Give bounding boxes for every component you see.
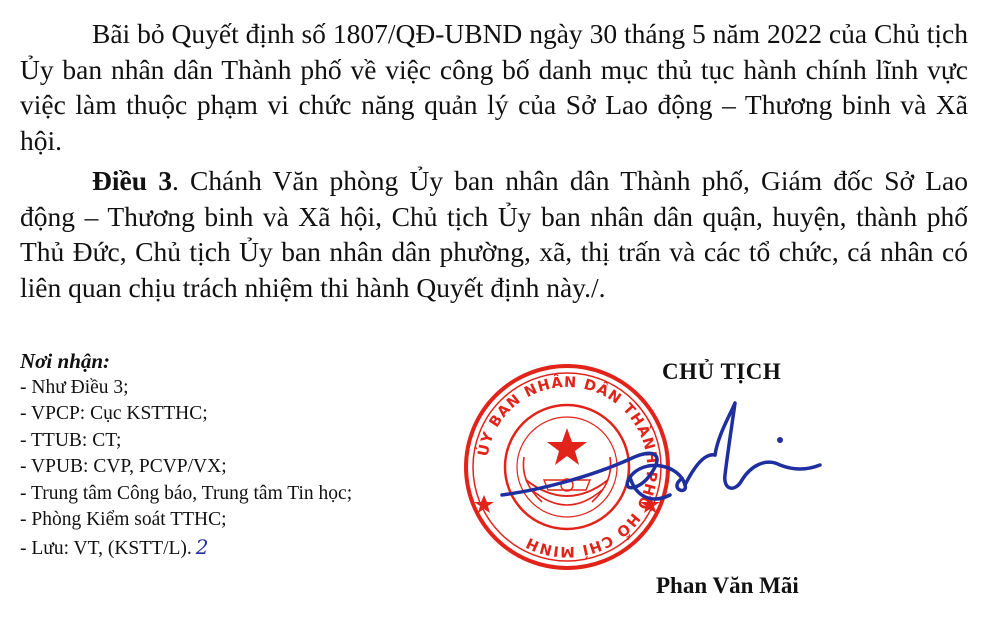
handwritten-signature-icon bbox=[480, 395, 825, 525]
article-3-paragraph bbox=[20, 163, 968, 305]
recipient-item: - VPUB: CVP, PCVP/VX; bbox=[20, 456, 227, 477]
recipients-block bbox=[20, 348, 450, 562]
recipient-item: - VPCP: Cục KSTTHC; bbox=[20, 403, 208, 424]
recipient-item: - Phòng Kiểm soát TTHC; bbox=[20, 509, 227, 530]
recipients-list bbox=[20, 375, 450, 563]
repeal-paragraph bbox=[20, 16, 968, 158]
signer-name: Phan Văn Mãi bbox=[656, 573, 799, 598]
article-3-label: Điều 3 bbox=[92, 165, 172, 196]
recipient-item-archive bbox=[20, 534, 450, 563]
seal-text: ỦY BAN NHÂN DÂN THÀNH PHỐ HỒ CHÍ MINH bbox=[475, 374, 660, 560]
article-3-text: . Chánh Văn phòng Ủy ban nhân dân Thành phố, Giám đốc Sở Lao động – Thương binh và Xã hội, Chủ tịch Ủy ban nhân dân quận, huyện, thành phố Thủ Đức, Chủ tịch Ủy ban nhân dân phường, xã, thị trấn và các tổ chức, cá nhân có liên quan chịu trách nhiệm thi hành Quyết định này./. bbox=[20, 165, 968, 303]
recipient-item: - TTUB: CT; bbox=[20, 429, 122, 451]
recipients-title: Nơi nhận: bbox=[20, 349, 111, 373]
archive-text: - Lưu: VT, (KSTT/L). bbox=[20, 537, 192, 559]
repeal-text: Bãi bỏ Quyết định số 1807/QĐ-UBND ngày 30 tháng 5 năm 2022 của Chủ tịch Ủy ban nhân dân Thành phố về việc công bố danh mục thủ tục hành chính lĩnh vực việc làm thuộc phạm vi chức năng quản lý của Sở Lao động – Thương binh và Xã hội. bbox=[20, 18, 968, 156]
recipient-item: - Trung tâm Công báo, Trung tâm Tin học; bbox=[20, 482, 353, 504]
handwritten-mark: 2 bbox=[195, 534, 209, 559]
signatory-title: CHỦ TỊCH bbox=[662, 359, 782, 384]
recipient-item: - Như Điều 3; bbox=[20, 376, 129, 398]
